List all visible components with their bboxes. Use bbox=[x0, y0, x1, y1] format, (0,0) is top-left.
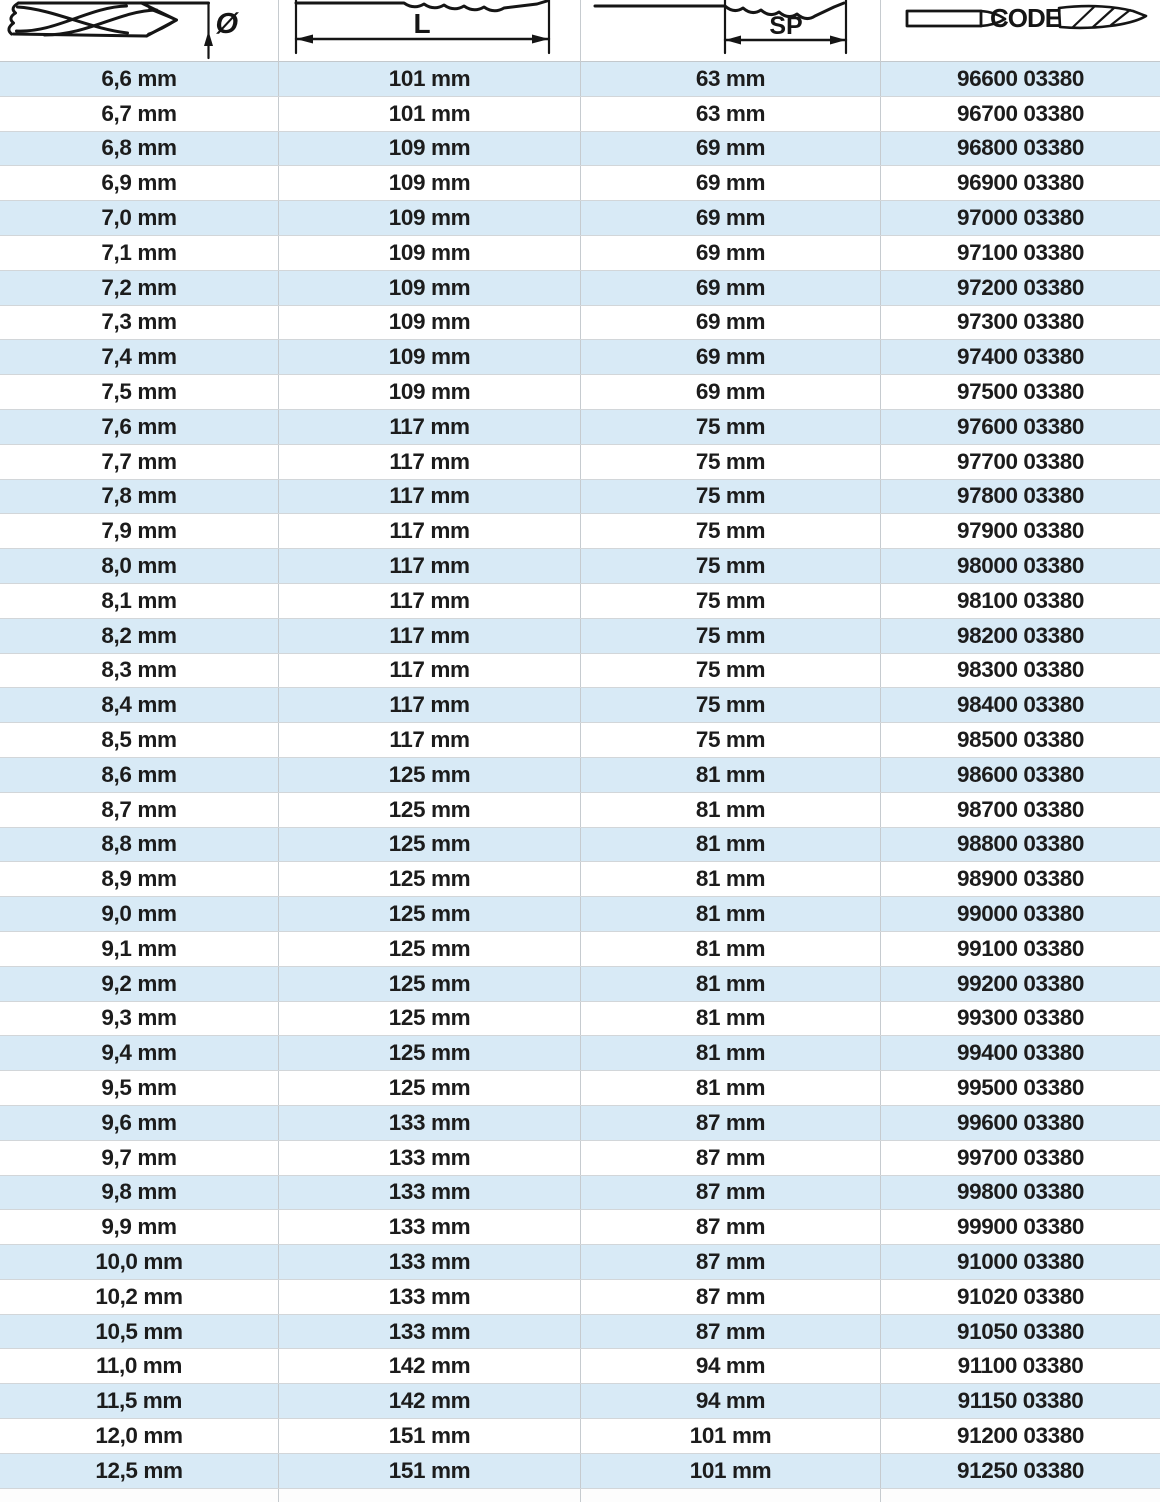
cell-code: 98900 03380 bbox=[880, 862, 1160, 896]
cell-code: 97000 03380 bbox=[880, 201, 1160, 235]
cell-spiral-length: 101 mm bbox=[580, 1454, 880, 1488]
cell-overall-length: 125 mm bbox=[278, 932, 580, 966]
cell-diameter: 12,5 mm bbox=[95, 1457, 183, 1483]
cell-spiral-length: 81 mm bbox=[580, 967, 880, 1001]
cell-code: 96900 03380 bbox=[880, 166, 1160, 200]
cell-code: 97300 03380 bbox=[880, 306, 1160, 340]
table-row bbox=[0, 1036, 1160, 1071]
cell-code: 99200 03380 bbox=[880, 967, 1160, 1001]
cell-overall-length: 125 mm bbox=[278, 758, 580, 792]
cell-spiral-length: 69 mm bbox=[580, 236, 880, 270]
table-row bbox=[0, 1106, 1160, 1141]
table-row bbox=[0, 480, 1160, 515]
table-row bbox=[0, 1210, 1160, 1245]
table-row bbox=[0, 97, 1160, 132]
cell-diameter: 8,5 mm bbox=[101, 727, 177, 753]
table-row bbox=[0, 1384, 1160, 1419]
drill-diameter-diagram-icon bbox=[0, 0, 278, 62]
cell-spiral-length: 75 mm bbox=[580, 514, 880, 548]
cell-overall-length: 117 mm bbox=[278, 654, 580, 688]
cell-code: 99500 03380 bbox=[880, 1071, 1160, 1105]
cell-spiral-length: 87 mm bbox=[580, 1280, 880, 1314]
table-row bbox=[0, 375, 1160, 410]
cell-diameter: 8,2 mm bbox=[101, 622, 177, 648]
table-row bbox=[0, 410, 1160, 445]
cell-code: 97400 03380 bbox=[880, 340, 1160, 374]
cell-diameter: 9,1 mm bbox=[101, 935, 177, 961]
cell-overall-length: 109 mm bbox=[278, 340, 580, 374]
header-code bbox=[880, 0, 1160, 62]
cell-overall-length: 125 mm bbox=[278, 967, 580, 1001]
cell-spiral-length: 75 mm bbox=[580, 619, 880, 653]
header-spiral-length bbox=[580, 0, 880, 62]
table-row bbox=[0, 1315, 1160, 1350]
cell-spiral-length: 63 mm bbox=[580, 62, 880, 96]
drill-code-diagram-icon bbox=[881, 0, 1160, 62]
cell-diameter: 9,3 mm bbox=[101, 1005, 177, 1031]
cell-diameter: 7,1 mm bbox=[101, 239, 177, 265]
cell-overall-length: 117 mm bbox=[278, 688, 580, 722]
table-row bbox=[0, 1141, 1160, 1176]
cell-code: 99300 03380 bbox=[880, 1002, 1160, 1036]
cell-overall-length: 125 mm bbox=[278, 1036, 580, 1070]
cell-code: 96800 03380 bbox=[880, 132, 1160, 166]
cell-overall-length: 125 mm bbox=[278, 828, 580, 862]
cell-spiral-length: 81 mm bbox=[580, 932, 880, 966]
cell-diameter: 9,9 mm bbox=[101, 1214, 177, 1240]
table-row bbox=[0, 584, 1160, 619]
cell-spiral-length: 81 mm bbox=[580, 828, 880, 862]
cell-overall-length: 133 mm bbox=[278, 1176, 580, 1210]
cell-overall-length: 142 mm bbox=[278, 1384, 580, 1418]
cell-spiral-length: 87 mm bbox=[580, 1315, 880, 1349]
cell-diameter: 10,2 mm bbox=[95, 1283, 183, 1309]
cell-spiral-length: 69 mm bbox=[580, 271, 880, 305]
cell-code: 99400 03380 bbox=[880, 1036, 1160, 1070]
cell-diameter: 8,1 mm bbox=[101, 587, 177, 613]
cell-diameter: 7,0 mm bbox=[101, 205, 177, 231]
partial-cell bbox=[880, 1489, 1160, 1502]
table-row bbox=[0, 1419, 1160, 1454]
cell-overall-length: 117 mm bbox=[278, 445, 580, 479]
cell-overall-length: 133 mm bbox=[278, 1280, 580, 1314]
cell-spiral-length: 75 mm bbox=[580, 549, 880, 583]
table-row bbox=[0, 514, 1160, 549]
cell-spiral-length: 87 mm bbox=[580, 1176, 880, 1210]
cell-overall-length: 117 mm bbox=[278, 410, 580, 444]
table-row bbox=[0, 306, 1160, 341]
cell-spiral-length: 81 mm bbox=[580, 862, 880, 896]
table-row bbox=[0, 132, 1160, 167]
table-row bbox=[0, 166, 1160, 201]
cell-code: 91020 03380 bbox=[880, 1280, 1160, 1314]
cell-code: 98700 03380 bbox=[880, 793, 1160, 827]
cell-code: 91050 03380 bbox=[880, 1315, 1160, 1349]
cell-diameter: 7,2 mm bbox=[101, 274, 177, 300]
cell-overall-length: 109 mm bbox=[278, 271, 580, 305]
table-header bbox=[0, 0, 1160, 62]
cell-code: 98300 03380 bbox=[880, 654, 1160, 688]
cell-spiral-length: 69 mm bbox=[580, 132, 880, 166]
cell-overall-length: 101 mm bbox=[278, 97, 580, 131]
table-row bbox=[0, 619, 1160, 654]
table-row bbox=[0, 549, 1160, 584]
cell-diameter: 8,9 mm bbox=[101, 866, 177, 892]
cell-diameter: 6,8 mm bbox=[101, 135, 177, 161]
table-row bbox=[0, 723, 1160, 758]
cell-spiral-length: 75 mm bbox=[580, 410, 880, 444]
partial-cell bbox=[580, 1489, 880, 1502]
cell-spiral-length: 63 mm bbox=[580, 97, 880, 131]
table-row bbox=[0, 236, 1160, 271]
cell-diameter: 7,9 mm bbox=[101, 518, 177, 544]
cell-spiral-length: 75 mm bbox=[580, 654, 880, 688]
cell-overall-length: 117 mm bbox=[278, 723, 580, 757]
table-row bbox=[0, 654, 1160, 689]
cell-spiral-length: 94 mm bbox=[580, 1349, 880, 1383]
table-row bbox=[0, 1454, 1160, 1489]
cell-overall-length: 133 mm bbox=[278, 1245, 580, 1279]
cell-diameter: 8,0 mm bbox=[101, 553, 177, 579]
cell-spiral-length: 87 mm bbox=[580, 1245, 880, 1279]
cell-overall-length: 117 mm bbox=[278, 584, 580, 618]
svg-text:L: L bbox=[413, 8, 431, 39]
cell-diameter: 8,7 mm bbox=[101, 796, 177, 822]
cell-overall-length: 125 mm bbox=[278, 1002, 580, 1036]
cell-diameter: 7,5 mm bbox=[101, 379, 177, 405]
cell-diameter: 9,5 mm bbox=[101, 1075, 177, 1100]
table-row bbox=[0, 1280, 1160, 1315]
svg-text:CODE: CODE bbox=[990, 3, 1062, 33]
cell-overall-length: 109 mm bbox=[278, 132, 580, 166]
table-row bbox=[0, 758, 1160, 793]
cell-code: 97900 03380 bbox=[880, 514, 1160, 548]
cell-spiral-length: 69 mm bbox=[580, 201, 880, 235]
cell-code: 91000 03380 bbox=[880, 1245, 1160, 1279]
cell-spiral-length: 81 mm bbox=[580, 758, 880, 792]
cell-overall-length: 117 mm bbox=[278, 619, 580, 653]
cell-overall-length: 133 mm bbox=[278, 1106, 580, 1140]
cell-spiral-length: 87 mm bbox=[580, 1106, 880, 1140]
cell-code: 98400 03380 bbox=[880, 688, 1160, 722]
cell-code: 98000 03380 bbox=[880, 549, 1160, 583]
cell-overall-length: 109 mm bbox=[278, 306, 580, 340]
cell-code: 97200 03380 bbox=[880, 271, 1160, 305]
cell-diameter: 6,7 mm bbox=[101, 100, 177, 126]
cell-code: 98100 03380 bbox=[880, 584, 1160, 618]
cell-code: 99900 03380 bbox=[880, 1210, 1160, 1244]
cell-overall-length: 125 mm bbox=[278, 793, 580, 827]
cell-overall-length: 125 mm bbox=[278, 897, 580, 931]
cell-code: 99700 03380 bbox=[880, 1141, 1160, 1175]
cell-diameter: 7,3 mm bbox=[101, 309, 177, 335]
cell-diameter: 11,5 mm bbox=[95, 1388, 182, 1414]
cell-diameter: 9,4 mm bbox=[101, 1040, 177, 1066]
table-row bbox=[0, 932, 1160, 967]
cell-diameter: 8,8 mm bbox=[101, 831, 177, 857]
cell-spiral-length: 81 mm bbox=[580, 897, 880, 931]
cell-overall-length: 109 mm bbox=[278, 375, 580, 409]
table-row bbox=[0, 828, 1160, 863]
cell-spiral-length: 81 mm bbox=[580, 1036, 880, 1070]
cell-code: 97100 03380 bbox=[880, 236, 1160, 270]
cell-code: 99000 03380 bbox=[880, 897, 1160, 931]
table-row bbox=[0, 62, 1160, 97]
cell-spiral-length: 81 mm bbox=[580, 793, 880, 827]
cell-spiral-length: 69 mm bbox=[580, 306, 880, 340]
cell-overall-length: 117 mm bbox=[278, 514, 580, 548]
table-row bbox=[0, 271, 1160, 306]
partial-row bbox=[0, 1489, 1160, 1502]
cell-overall-length: 133 mm bbox=[278, 1141, 580, 1175]
cell-diameter: 12,0 mm bbox=[95, 1422, 183, 1448]
partial-cell bbox=[278, 1489, 580, 1502]
cell-diameter: 9,7 mm bbox=[101, 1144, 177, 1170]
cell-diameter: 7,7 mm bbox=[101, 448, 177, 474]
svg-text:Ø: Ø bbox=[215, 8, 239, 40]
cell-code: 97800 03380 bbox=[880, 480, 1160, 514]
cell-spiral-length: 75 mm bbox=[580, 584, 880, 618]
cell-code: 96700 03380 bbox=[880, 97, 1160, 131]
table-row bbox=[0, 862, 1160, 897]
cell-spiral-length: 75 mm bbox=[580, 445, 880, 479]
cell-overall-length: 151 mm bbox=[278, 1419, 580, 1453]
table-row bbox=[0, 340, 1160, 375]
cell-overall-length: 133 mm bbox=[278, 1315, 580, 1349]
partial-cell bbox=[0, 1489, 278, 1502]
cell-spiral-length: 81 mm bbox=[580, 1002, 880, 1036]
cell-overall-length: 142 mm bbox=[278, 1349, 580, 1383]
header-overall-length bbox=[278, 0, 580, 62]
cell-diameter: 6,9 mm bbox=[101, 170, 177, 196]
cell-overall-length: 151 mm bbox=[278, 1454, 580, 1488]
cell-spiral-length: 75 mm bbox=[580, 723, 880, 757]
cell-code: 91150 03380 bbox=[880, 1384, 1160, 1418]
table-row bbox=[0, 1071, 1160, 1106]
table-row bbox=[0, 201, 1160, 236]
cell-diameter: 10,0 mm bbox=[95, 1248, 183, 1274]
drill-length-diagram-icon bbox=[279, 0, 580, 62]
cell-diameter: 8,3 mm bbox=[101, 657, 177, 683]
cell-diameter: 9,6 mm bbox=[101, 1109, 177, 1135]
table-row bbox=[0, 793, 1160, 828]
cell-code: 98500 03380 bbox=[880, 723, 1160, 757]
table-body bbox=[0, 62, 1160, 1489]
table-row bbox=[0, 688, 1160, 723]
table-row bbox=[0, 445, 1160, 480]
cell-code: 99100 03380 bbox=[880, 932, 1160, 966]
cell-spiral-length: 101 mm bbox=[580, 1419, 880, 1453]
table-row bbox=[0, 967, 1160, 1002]
cell-diameter: 6,6 mm bbox=[101, 65, 177, 91]
cell-spiral-length: 69 mm bbox=[580, 375, 880, 409]
cell-overall-length: 125 mm bbox=[278, 862, 580, 896]
table-row bbox=[0, 1349, 1160, 1384]
cell-spiral-length: 87 mm bbox=[580, 1141, 880, 1175]
cell-diameter: 7,6 mm bbox=[101, 413, 177, 439]
cell-code: 96600 03380 bbox=[880, 62, 1160, 96]
cell-diameter: 8,6 mm bbox=[101, 761, 177, 787]
table-row bbox=[0, 1176, 1160, 1211]
cell-spiral-length: 94 mm bbox=[580, 1384, 880, 1418]
table-row bbox=[0, 1245, 1160, 1280]
cell-overall-length: 101 mm bbox=[278, 62, 580, 96]
cell-code: 99800 03380 bbox=[880, 1176, 1160, 1210]
cell-diameter: 10,5 mm bbox=[95, 1318, 183, 1344]
cell-code: 97600 03380 bbox=[880, 410, 1160, 444]
cell-diameter: 11,0 mm bbox=[95, 1353, 182, 1379]
svg-text:SP: SP bbox=[769, 12, 803, 40]
cell-diameter: 7,8 mm bbox=[101, 483, 177, 509]
cell-code: 97700 03380 bbox=[880, 445, 1160, 479]
cell-code: 98600 03380 bbox=[880, 758, 1160, 792]
cell-overall-length: 117 mm bbox=[278, 549, 580, 583]
cell-code: 97500 03380 bbox=[880, 375, 1160, 409]
cell-diameter: 9,2 mm bbox=[101, 970, 177, 996]
table-row bbox=[0, 1002, 1160, 1037]
cell-code: 91200 03380 bbox=[880, 1419, 1160, 1453]
cell-spiral-length: 69 mm bbox=[580, 340, 880, 374]
cell-spiral-length: 75 mm bbox=[580, 688, 880, 722]
cell-diameter: 9,0 mm bbox=[101, 901, 177, 927]
cell-spiral-length: 87 mm bbox=[580, 1210, 880, 1244]
cell-overall-length: 117 mm bbox=[278, 480, 580, 514]
cell-overall-length: 109 mm bbox=[278, 166, 580, 200]
cell-code: 98200 03380 bbox=[880, 619, 1160, 653]
cell-code: 91250 03380 bbox=[880, 1454, 1160, 1488]
cell-code: 91100 03380 bbox=[880, 1349, 1160, 1383]
drill-spiral-length-diagram-icon bbox=[581, 0, 880, 62]
cell-spiral-length: 69 mm bbox=[580, 166, 880, 200]
cell-overall-length: 109 mm bbox=[278, 236, 580, 270]
cell-spiral-length: 81 mm bbox=[580, 1071, 880, 1105]
header-diameter bbox=[0, 0, 278, 62]
cell-diameter: 9,8 mm bbox=[101, 1179, 177, 1205]
cell-overall-length: 125 mm bbox=[278, 1071, 580, 1105]
cell-overall-length: 133 mm bbox=[278, 1210, 580, 1244]
cell-diameter: 8,4 mm bbox=[101, 692, 177, 718]
cell-overall-length: 109 mm bbox=[278, 201, 580, 235]
cell-spiral-length: 75 mm bbox=[580, 480, 880, 514]
table-row bbox=[0, 897, 1160, 932]
cell-code: 98800 03380 bbox=[880, 828, 1160, 862]
cell-code: 99600 03380 bbox=[880, 1106, 1160, 1140]
cell-diameter: 7,4 mm bbox=[101, 344, 177, 370]
